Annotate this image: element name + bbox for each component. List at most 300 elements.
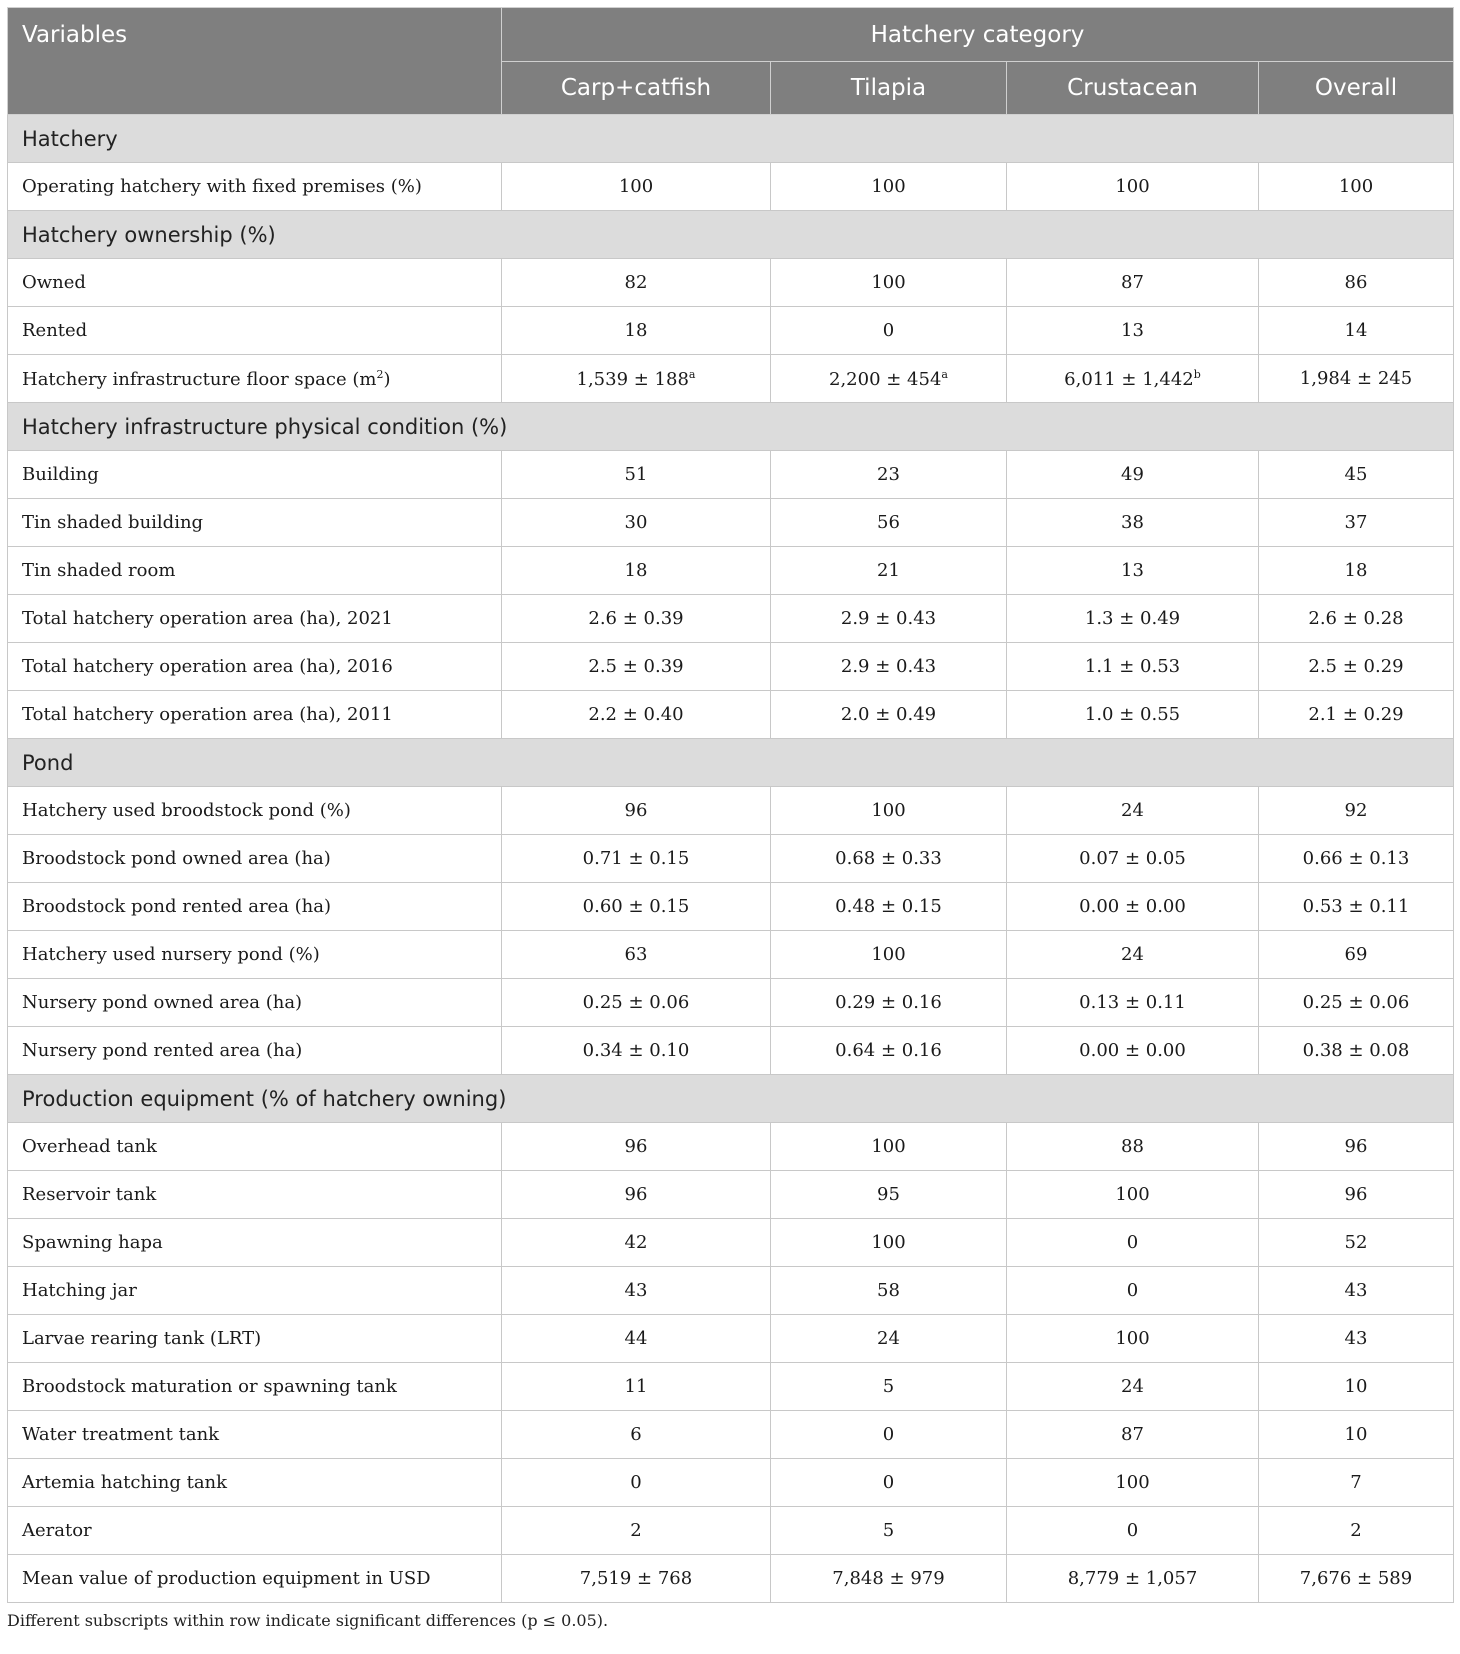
row-label-text: Broodstock pond rented area (ha)	[22, 896, 332, 917]
table-cell	[502, 259, 771, 307]
row-label	[8, 307, 502, 355]
row-label-text: Operating hatchery with fixed premises (%)	[22, 176, 422, 197]
table-cell	[1259, 1507, 1454, 1555]
cell-value: 0.64 ± 0.16	[835, 1040, 942, 1061]
table-container	[7, 7, 1453, 1630]
cell-value: 2.5 ± 0.39	[588, 656, 684, 677]
cell-value: 24	[1121, 800, 1144, 821]
cell-value: 13	[1121, 560, 1144, 581]
table-row	[8, 787, 1454, 835]
table-cell	[1007, 1363, 1259, 1411]
table-cell	[1259, 1411, 1454, 1459]
cell-value: 0	[1126, 1520, 1139, 1541]
row-label	[8, 1555, 502, 1603]
table-row	[8, 355, 1454, 403]
row-label	[8, 979, 502, 1027]
cell-value: 86	[1344, 272, 1368, 293]
cell-value: 43	[624, 1280, 648, 1301]
cell-value: 1.1 ± 0.53	[1084, 656, 1181, 677]
cell-value: 0	[630, 1472, 642, 1493]
row-label	[8, 1123, 502, 1171]
table-cell	[1259, 1555, 1454, 1603]
row-label-text: Hatchery used broodstock pond (%)	[22, 800, 351, 821]
row-label	[8, 1219, 502, 1267]
table-cell	[771, 835, 1007, 883]
table-header	[8, 8, 1454, 115]
row-label-text: Reservoir tank	[22, 1184, 157, 1205]
table-cell	[1007, 691, 1259, 739]
table-cell	[502, 787, 771, 835]
row-label-text: Larvae rearing tank (LRT)	[22, 1328, 262, 1349]
table-cell	[1259, 1267, 1454, 1315]
cell-value: 63	[624, 944, 648, 965]
table-body	[8, 115, 1454, 1603]
table-cell	[1007, 883, 1259, 931]
cell-value: 0.48 ± 0.15	[835, 896, 942, 917]
table-row	[8, 1363, 1454, 1411]
cell-value: 100	[1338, 176, 1374, 197]
cell-value: 0	[882, 320, 895, 341]
cell-value: 0.38 ± 0.08	[1302, 1040, 1410, 1061]
column-header-crustacean: Crustacean	[1007, 62, 1259, 115]
cell-value: 45	[1344, 464, 1368, 485]
table-cell	[1259, 451, 1454, 499]
cell-value: 0.71 ± 0.15	[582, 848, 690, 869]
table-cell	[1259, 835, 1454, 883]
table-cell	[502, 1315, 771, 1363]
cell-value: 0.00 ± 0.00	[1079, 1040, 1186, 1061]
table-cell	[1007, 1123, 1259, 1171]
cell-value: 0.29 ± 0.16	[835, 992, 942, 1013]
table-cell	[502, 1171, 771, 1219]
row-label-text: Artemia hatching tank	[22, 1472, 228, 1493]
table-cell	[771, 355, 1007, 403]
table-cell	[502, 1123, 771, 1171]
table-cell	[1007, 787, 1259, 835]
row-label-text: Hatching jar	[22, 1280, 137, 1301]
cell-value: 96	[624, 1184, 648, 1205]
section-row	[8, 115, 1454, 163]
cell-superscript: a	[688, 367, 696, 381]
row-label	[8, 835, 502, 883]
cell-value: 87	[1121, 272, 1144, 293]
table-cell	[502, 643, 771, 691]
table-cell	[1007, 547, 1259, 595]
table-cell	[771, 1555, 1007, 1603]
column-header-tilapia: Tilapia	[771, 62, 1007, 115]
cell-value: 49	[1121, 464, 1144, 485]
cell-value: 44	[624, 1328, 648, 1349]
cell-value: 0	[1126, 1232, 1139, 1253]
table-row	[8, 595, 1454, 643]
table-row	[8, 259, 1454, 307]
table-row	[8, 547, 1454, 595]
cell-value: 0	[1126, 1280, 1139, 1301]
row-label-text: Owned	[22, 272, 86, 293]
row-label-text: Hatchery infrastructure floor space (m	[22, 368, 377, 390]
table-cell	[502, 835, 771, 883]
table-cell	[1007, 1027, 1259, 1075]
row-label	[8, 931, 502, 979]
row-label-text: Total hatchery operation area (ha), 2016	[22, 656, 393, 677]
cell-value: 88	[1121, 1136, 1144, 1157]
cell-value: 0.13 ± 0.11	[1079, 992, 1186, 1013]
cell-value: 92	[1344, 800, 1368, 821]
table-cell	[502, 691, 771, 739]
table-row	[8, 1027, 1454, 1075]
row-label	[8, 163, 502, 211]
row-label	[8, 355, 502, 403]
cell-superscript: a	[941, 367, 948, 381]
table-cell	[771, 1267, 1007, 1315]
table-cell	[1259, 1123, 1454, 1171]
cell-value: 2.1 ± 0.29	[1308, 704, 1404, 725]
row-label	[8, 643, 502, 691]
table-cell	[1259, 595, 1454, 643]
cell-value: 87	[1121, 1424, 1144, 1445]
cell-value: 14	[1344, 320, 1368, 341]
table-cell	[771, 163, 1007, 211]
row-label-text: Total hatchery operation area (ha), 2021	[22, 608, 393, 629]
table-cell	[771, 979, 1007, 1027]
cell-value: 2,200 ± 454	[829, 368, 942, 390]
cell-value: 42	[624, 1232, 648, 1253]
cell-value: 100	[871, 176, 906, 197]
table-cell	[771, 1315, 1007, 1363]
cell-value: 0.00 ± 0.00	[1079, 896, 1186, 917]
cell-value: 0.68 ± 0.33	[835, 848, 942, 869]
table-cell	[771, 691, 1007, 739]
table-cell	[771, 1507, 1007, 1555]
cell-value: 100	[871, 272, 906, 293]
cell-value: 100	[1115, 176, 1150, 197]
cell-value: 100	[871, 1232, 906, 1253]
cell-value: 100	[1115, 1328, 1150, 1349]
column-header-overall: Overall	[1259, 62, 1454, 115]
cell-value: 1,539 ± 188	[576, 368, 689, 390]
table-cell	[1259, 307, 1454, 355]
cell-value: 24	[1121, 944, 1144, 965]
cell-value: 0.25 ± 0.06	[1302, 992, 1410, 1013]
cell-value: 1.0 ± 0.55	[1084, 704, 1181, 725]
table-cell	[771, 259, 1007, 307]
table-cell	[1259, 163, 1454, 211]
table-footnote: Different subscripts within row indicate significant differences (p ≤ 0.05).	[7, 1611, 609, 1630]
table-cell	[771, 1411, 1007, 1459]
table-cell	[1259, 1363, 1454, 1411]
cell-value: 10	[1344, 1376, 1368, 1397]
table-cell	[502, 979, 771, 1027]
cell-value: 10	[1344, 1424, 1368, 1445]
row-label	[8, 259, 502, 307]
cell-value: 7,519 ± 768	[579, 1568, 693, 1589]
table-row	[8, 691, 1454, 739]
table-cell	[771, 1171, 1007, 1219]
cell-value: 1,984 ± 245	[1299, 368, 1413, 389]
cell-value: 2.6 ± 0.39	[588, 608, 684, 629]
table-row	[8, 1507, 1454, 1555]
row-label-text: Tin shaded building	[22, 512, 204, 533]
table-cell	[1007, 163, 1259, 211]
table-cell	[1007, 595, 1259, 643]
table-cell	[771, 1027, 1007, 1075]
cell-value: 1.3 ± 0.49	[1084, 608, 1181, 629]
cell-value: 23	[877, 464, 900, 485]
row-label	[8, 1267, 502, 1315]
table-cell	[771, 1363, 1007, 1411]
row-label	[8, 1027, 502, 1075]
row-label	[8, 595, 502, 643]
cell-value: 0.25 ± 0.06	[582, 992, 690, 1013]
table-cell	[1259, 691, 1454, 739]
table-cell	[502, 1507, 771, 1555]
table-cell	[1007, 259, 1259, 307]
row-label-text: Nursery pond owned area (ha)	[22, 992, 303, 1013]
row-label-text: Hatchery used nursery pond (%)	[22, 944, 320, 965]
table-row	[8, 1171, 1454, 1219]
row-label-text: Broodstock pond owned area (ha)	[22, 848, 331, 869]
cell-value: 11	[624, 1376, 648, 1397]
cell-value: 100	[1115, 1184, 1150, 1205]
cell-value: 37	[1344, 512, 1368, 533]
table-cell	[1007, 451, 1259, 499]
table-cell	[771, 307, 1007, 355]
row-label-suffix: )	[383, 368, 391, 390]
row-label	[8, 787, 502, 835]
table-cell	[502, 1555, 771, 1603]
hatchery-table	[7, 7, 1454, 1603]
variables-header: Variables	[8, 8, 502, 115]
cell-value: 2.9 ± 0.43	[840, 656, 937, 677]
cell-value: 30	[624, 512, 648, 533]
cell-value: 100	[1115, 1472, 1150, 1493]
cell-value: 52	[1344, 1232, 1368, 1253]
row-label	[8, 1315, 502, 1363]
cell-value: 0.66 ± 0.13	[1302, 848, 1410, 869]
row-label	[8, 499, 502, 547]
table-row	[8, 1267, 1454, 1315]
row-label-text: Rented	[22, 320, 88, 341]
row-label	[8, 691, 502, 739]
cell-value: 96	[1344, 1136, 1368, 1157]
table-cell	[1007, 1315, 1259, 1363]
table-cell	[1007, 979, 1259, 1027]
cell-value: 2	[630, 1520, 642, 1541]
table-cell	[1007, 1459, 1259, 1507]
table-cell	[771, 643, 1007, 691]
table-cell	[771, 931, 1007, 979]
table-cell	[1007, 1555, 1259, 1603]
table-row	[8, 931, 1454, 979]
table-cell	[1259, 979, 1454, 1027]
cell-value: 0	[882, 1472, 895, 1493]
table-row	[8, 835, 1454, 883]
table-cell	[502, 931, 771, 979]
table-cell	[1007, 1267, 1259, 1315]
cell-value: 100	[871, 1136, 906, 1157]
table-cell	[1007, 931, 1259, 979]
table-row	[8, 1123, 1454, 1171]
hatchery-category-header: Hatchery category	[502, 8, 1454, 62]
cell-value: 69	[1344, 944, 1368, 965]
cell-value: 0.34 ± 0.10	[582, 1040, 690, 1061]
cell-value: 100	[871, 944, 906, 965]
cell-value: 95	[877, 1184, 900, 1205]
table-cell	[771, 451, 1007, 499]
cell-superscript: b	[1193, 367, 1201, 381]
table-cell	[502, 499, 771, 547]
table-cell	[771, 883, 1007, 931]
cell-value: 2	[1350, 1520, 1362, 1541]
row-label	[8, 883, 502, 931]
section-title: Production equipment (% of hatchery owning)	[8, 1075, 1454, 1123]
table-cell	[1259, 1171, 1454, 1219]
cell-value: 24	[877, 1328, 900, 1349]
table-cell	[1007, 1219, 1259, 1267]
table-cell	[1259, 883, 1454, 931]
table-row	[8, 979, 1454, 1027]
table-row	[8, 1555, 1454, 1603]
section-title: Hatchery	[8, 115, 1454, 163]
cell-value: 7,676 ± 589	[1299, 1568, 1413, 1589]
row-label-text: Building	[22, 464, 99, 485]
table-cell	[502, 1411, 771, 1459]
row-label	[8, 451, 502, 499]
section-row	[8, 739, 1454, 787]
row-label-text: Aerator	[22, 1520, 92, 1541]
cell-value: 51	[624, 464, 648, 485]
row-label-text: Nursery pond rented area (ha)	[22, 1040, 303, 1061]
table-row	[8, 307, 1454, 355]
row-label-text: Tin shaded room	[22, 560, 176, 581]
cell-value: 24	[1121, 1376, 1144, 1397]
table-row	[8, 1459, 1454, 1507]
cell-value: 0.60 ± 0.15	[582, 896, 690, 917]
table-cell	[1259, 547, 1454, 595]
table-cell	[771, 1219, 1007, 1267]
table-cell	[502, 883, 771, 931]
table-cell	[1007, 1171, 1259, 1219]
table-cell	[502, 1027, 771, 1075]
cell-value: 0	[882, 1424, 895, 1445]
cell-value: 82	[624, 272, 648, 293]
table-cell	[1259, 355, 1454, 403]
cell-value: 0.53 ± 0.11	[1302, 896, 1410, 917]
table-cell	[771, 787, 1007, 835]
section-title: Hatchery infrastructure physical condition (%)	[8, 403, 1454, 451]
row-label	[8, 1507, 502, 1555]
cell-value: 6	[630, 1424, 642, 1445]
cell-value: 43	[1344, 1328, 1368, 1349]
table-row	[8, 499, 1454, 547]
section-row	[8, 403, 1454, 451]
table-row	[8, 1411, 1454, 1459]
table-cell	[502, 307, 771, 355]
cell-value: 100	[871, 800, 906, 821]
table-row	[8, 163, 1454, 211]
table-cell	[1259, 643, 1454, 691]
table-cell	[771, 1123, 1007, 1171]
table-cell	[1259, 1027, 1454, 1075]
section-title: Hatchery ownership (%)	[8, 211, 1454, 259]
row-label-text: Broodstock maturation or spawning tank	[22, 1376, 397, 1397]
table-cell	[502, 547, 771, 595]
table-row	[8, 1219, 1454, 1267]
table-cell	[1259, 931, 1454, 979]
row-label-text: Total hatchery operation area (ha), 2011	[22, 704, 393, 725]
table-row	[8, 1315, 1454, 1363]
table-cell	[502, 451, 771, 499]
cell-value: 96	[624, 1136, 648, 1157]
table-row	[8, 883, 1454, 931]
table-cell	[1007, 643, 1259, 691]
cell-value: 13	[1121, 320, 1144, 341]
row-label	[8, 1363, 502, 1411]
table-cell	[771, 547, 1007, 595]
cell-value: 96	[624, 800, 648, 821]
table-cell	[1259, 259, 1454, 307]
row-label	[8, 1459, 502, 1507]
table-cell	[771, 595, 1007, 643]
table-cell	[1007, 1507, 1259, 1555]
section-row	[8, 211, 1454, 259]
table-cell	[502, 1219, 771, 1267]
table-cell	[771, 1459, 1007, 1507]
cell-value: 5	[882, 1520, 895, 1541]
section-title: Pond	[8, 739, 1454, 787]
row-label-text: Water treatment tank	[22, 1424, 220, 1445]
cell-value: 2.2 ± 0.40	[588, 704, 684, 725]
table-cell	[1259, 1459, 1454, 1507]
cell-value: 8,779 ± 1,057	[1067, 1568, 1198, 1589]
table-cell	[1007, 307, 1259, 355]
cell-value: 96	[1344, 1184, 1368, 1205]
cell-value: 2.5 ± 0.29	[1308, 656, 1404, 677]
row-label-text: Spawning hapa	[22, 1232, 163, 1253]
cell-value: 56	[877, 512, 900, 533]
column-header-carp-catfish: Carp+catfish	[502, 62, 771, 115]
table-cell	[1007, 499, 1259, 547]
cell-value: 2.6 ± 0.28	[1308, 608, 1404, 629]
table-cell	[502, 355, 771, 403]
cell-value: 7,848 ± 979	[832, 1568, 945, 1589]
table-cell	[502, 1267, 771, 1315]
table-row	[8, 451, 1454, 499]
cell-value: 21	[877, 560, 900, 581]
cell-value: 38	[1121, 512, 1144, 533]
table-cell	[502, 1459, 771, 1507]
table-row	[8, 643, 1454, 691]
table-cell	[771, 499, 1007, 547]
cell-value: 5	[882, 1376, 895, 1397]
table-cell	[1259, 1315, 1454, 1363]
table-cell	[1007, 835, 1259, 883]
table-cell	[1007, 355, 1259, 403]
cell-value: 100	[618, 176, 654, 197]
table-cell	[1259, 1219, 1454, 1267]
cell-value: 18	[624, 320, 648, 341]
row-label	[8, 547, 502, 595]
table-cell	[1259, 787, 1454, 835]
cell-value: 2.9 ± 0.43	[840, 608, 937, 629]
section-row	[8, 1075, 1454, 1123]
row-label	[8, 1171, 502, 1219]
cell-value: 0.07 ± 0.05	[1079, 848, 1186, 869]
cell-value: 58	[877, 1280, 900, 1301]
table-cell	[1007, 1411, 1259, 1459]
cell-value: 18	[1344, 560, 1368, 581]
cell-value: 2.0 ± 0.49	[840, 704, 937, 725]
